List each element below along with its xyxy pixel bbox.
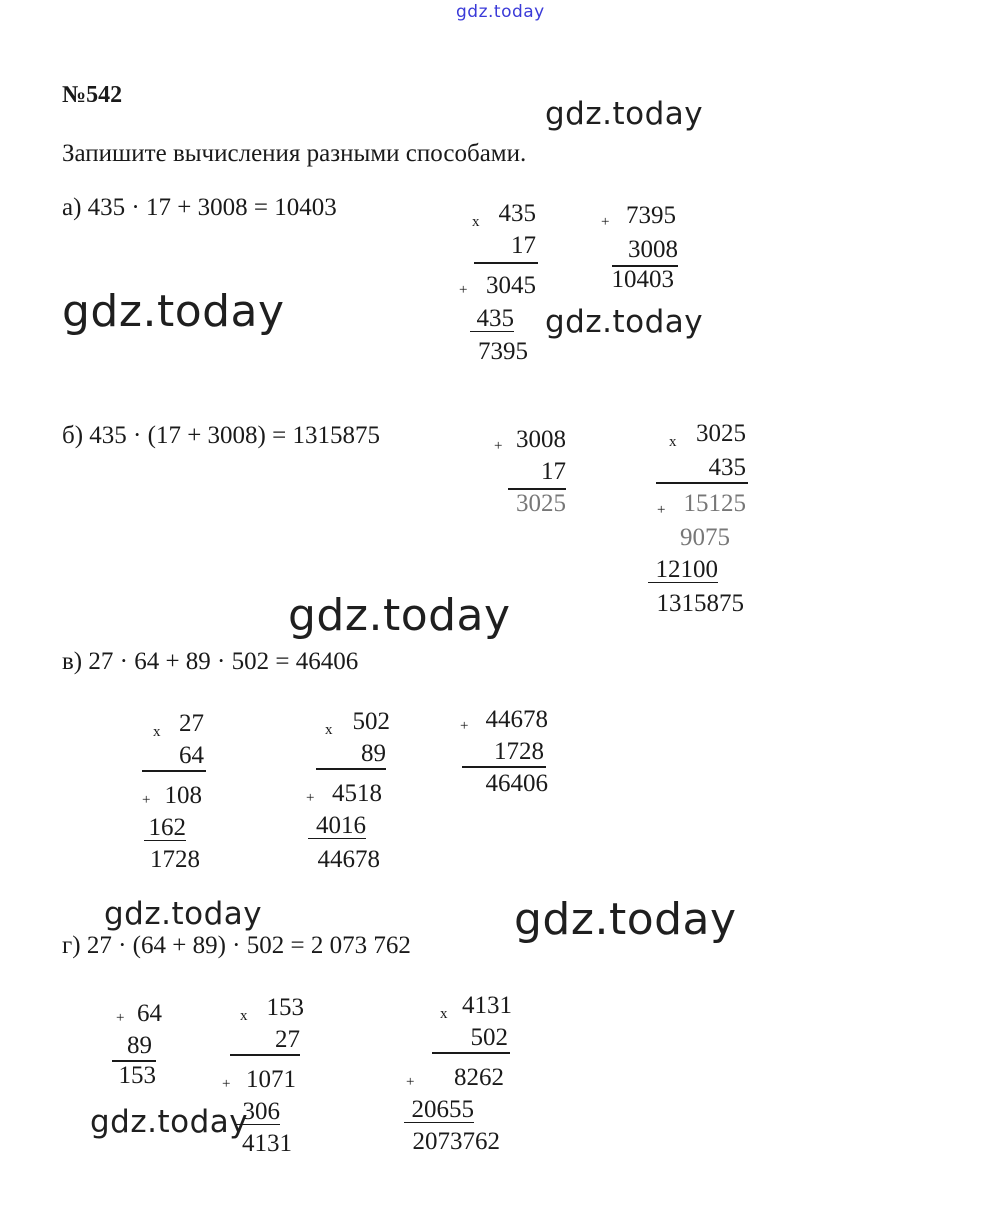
part-b-expression: б) 435 · (17 + 3008) = 1315875: [62, 422, 380, 449]
part-v-expression: в) 27 · 64 + 89 · 502 = 46406: [62, 648, 359, 675]
plus-sign: +: [601, 214, 610, 230]
column-operand: 7395: [626, 202, 676, 229]
column-result: 4131: [242, 1130, 292, 1157]
column-partial: 9075: [680, 524, 730, 551]
column-rule: [230, 1054, 300, 1056]
column-rule: [316, 768, 386, 770]
column-result: 153: [118, 1062, 156, 1089]
column-result: 46406: [485, 770, 548, 797]
column-operand: 502: [470, 1024, 508, 1051]
column-partial: 15125: [683, 490, 746, 517]
column-partial: 20655: [404, 1098, 474, 1123]
column-operand: 4131: [462, 992, 512, 1019]
task-instruction: Запишите вычисления разными способами.: [62, 140, 527, 167]
column-operand: 89: [127, 1032, 152, 1059]
column-operand: 64: [179, 742, 204, 769]
watermark: gdz.today: [90, 1104, 249, 1140]
column-result: 7395: [478, 338, 528, 365]
plus-sign: +: [494, 438, 503, 454]
column-operand: 27: [179, 710, 204, 737]
watermark-top: gdz.today: [456, 2, 545, 22]
multiply-sign: x: [440, 1006, 448, 1022]
task-number: №542: [62, 82, 123, 108]
watermark: gdz.today: [288, 590, 511, 641]
column-rule: [432, 1052, 510, 1054]
plus-sign: +: [406, 1074, 415, 1090]
column-rule: [656, 482, 748, 484]
plus-sign: +: [142, 792, 151, 808]
column-operand: 435: [708, 454, 746, 481]
column-result: 1315875: [656, 590, 744, 617]
column-operand: 435: [498, 200, 536, 227]
column-partial: 435: [470, 307, 514, 332]
multiply-sign: x: [669, 434, 677, 450]
plus-sign: +: [657, 502, 666, 518]
column-operand: 44678: [485, 706, 548, 733]
column-operand: 153: [266, 994, 304, 1021]
column-operand: 17: [541, 458, 566, 485]
watermark: gdz.today: [545, 304, 704, 340]
column-result: 1728: [150, 846, 200, 873]
column-operand: 3008: [516, 426, 566, 453]
column-operand: 89: [361, 740, 386, 767]
watermark: gdz.today: [62, 286, 285, 337]
column-operand: 27: [275, 1026, 300, 1053]
watermark: gdz.today: [514, 894, 737, 945]
column-result: 10403: [611, 266, 674, 293]
column-operand: 3025: [696, 420, 746, 447]
part-a-expression: а) 435 · 17 + 3008 = 10403: [62, 194, 337, 221]
multiply-sign: x: [153, 724, 161, 740]
plus-sign: +: [116, 1010, 125, 1026]
column-operand: 64: [137, 1000, 162, 1027]
column-operand: 502: [352, 708, 390, 735]
column-result: 2073762: [412, 1128, 500, 1155]
column-operand: 3008: [628, 236, 678, 263]
column-rule: [462, 766, 546, 768]
column-operand: 17: [511, 232, 536, 259]
column-rule: [142, 770, 206, 772]
multiply-sign: x: [472, 214, 480, 230]
column-partial: 8262: [454, 1064, 504, 1091]
watermark: gdz.today: [104, 896, 263, 932]
multiply-sign: x: [240, 1008, 248, 1024]
column-result: 3025: [516, 490, 566, 517]
watermark: gdz.today: [545, 96, 704, 132]
column-partial: 162: [144, 816, 186, 841]
column-partial: 1071: [246, 1066, 296, 1093]
column-partial: 108: [164, 782, 202, 809]
plus-sign: +: [222, 1076, 231, 1092]
column-rule: [474, 262, 538, 264]
column-operand: 1728: [494, 738, 544, 765]
column-partial: 4016: [308, 814, 366, 839]
column-partial: 12100: [648, 558, 718, 583]
column-partial: 4518: [332, 780, 382, 807]
multiply-sign: x: [325, 722, 333, 738]
plus-sign: +: [460, 718, 469, 734]
column-partial: 306: [236, 1100, 280, 1125]
plus-sign: +: [306, 790, 315, 806]
plus-sign: +: [459, 282, 468, 298]
column-partial: 3045: [486, 272, 536, 299]
column-result: 44678: [317, 846, 380, 873]
part-g-expression: г) 27 · (64 + 89) · 502 = 2 073 762: [62, 932, 411, 959]
